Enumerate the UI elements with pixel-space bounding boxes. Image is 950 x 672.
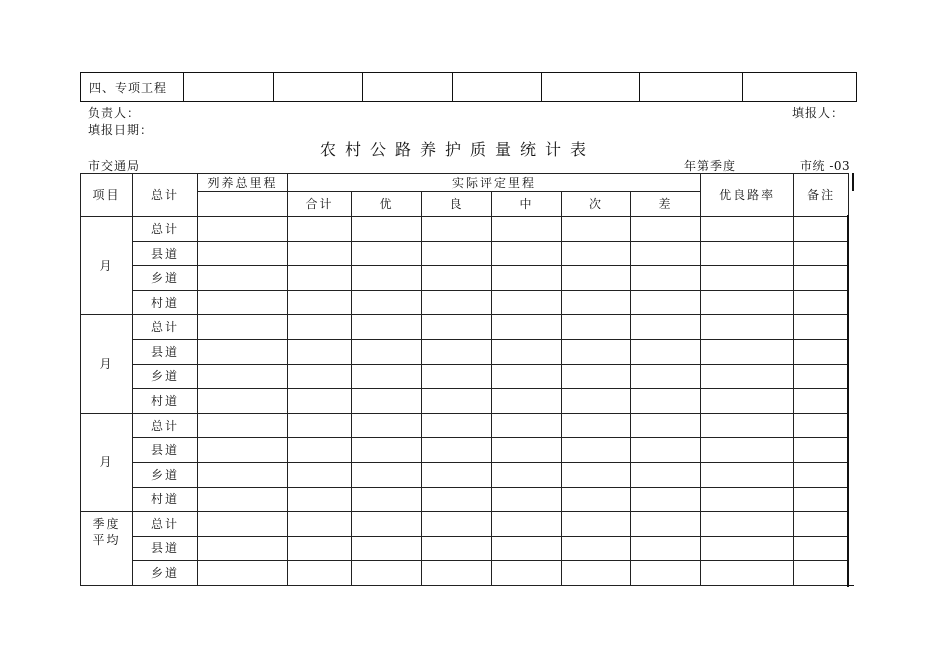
data-cell[interactable] [794, 217, 849, 242]
table-row [81, 241, 849, 266]
data-cell[interactable] [492, 413, 562, 438]
header-excellent: 优 [352, 192, 422, 217]
data-cell[interactable] [422, 315, 492, 340]
data-cell[interactable] [701, 241, 794, 266]
data-cell[interactable] [562, 487, 631, 512]
data-cell[interactable] [288, 266, 352, 291]
data-cell[interactable] [794, 438, 849, 463]
header-poor: 次 [562, 192, 631, 217]
period-group-label: 月 [81, 315, 133, 413]
data-cell[interactable] [288, 389, 352, 414]
data-cell[interactable] [352, 266, 422, 291]
road-type-label: 总计 [133, 217, 198, 242]
responsible-label: 负责人： [88, 106, 141, 120]
strip-cell [363, 73, 453, 102]
header-bad: 差 [631, 192, 701, 217]
data-cell[interactable] [288, 364, 352, 389]
header-item: 项目 [81, 174, 133, 217]
data-cell[interactable] [422, 217, 492, 242]
page-title: 农村公路养护质量统计表 [320, 140, 596, 159]
data-cell[interactable] [562, 462, 631, 487]
data-cell[interactable] [492, 315, 562, 340]
form-code: 市统 -03 [800, 159, 851, 173]
data-cell[interactable] [492, 512, 562, 537]
header-planned-blank [198, 192, 288, 217]
data-cell[interactable] [794, 561, 849, 586]
quality-stats-table [80, 173, 849, 586]
data-cell[interactable] [198, 266, 288, 291]
special-project-strip [80, 72, 857, 102]
data-cell[interactable] [422, 561, 492, 586]
data-cell[interactable] [198, 364, 288, 389]
table-row [81, 340, 849, 365]
data-cell[interactable] [701, 512, 794, 537]
table-row [81, 290, 849, 315]
data-cell[interactable] [631, 389, 701, 414]
data-cell[interactable] [562, 438, 631, 463]
data-cell[interactable] [562, 340, 631, 365]
data-cell[interactable] [701, 315, 794, 340]
road-type-label: 村道 [133, 487, 198, 512]
reporter-label: 填报人： [792, 106, 845, 120]
data-cell[interactable] [352, 512, 422, 537]
data-cell[interactable] [352, 536, 422, 561]
data-cell[interactable] [562, 217, 631, 242]
data-cell[interactable] [422, 290, 492, 315]
data-cell[interactable] [288, 512, 352, 537]
data-cell[interactable] [288, 462, 352, 487]
data-cell[interactable] [288, 438, 352, 463]
period-label: 年第季度 [684, 159, 737, 173]
data-cell[interactable] [701, 413, 794, 438]
data-cell[interactable] [631, 561, 701, 586]
data-cell[interactable] [631, 241, 701, 266]
table-row [81, 217, 849, 242]
data-cell[interactable] [352, 290, 422, 315]
road-type-label: 村道 [133, 389, 198, 414]
road-type-label: 乡道 [133, 462, 198, 487]
strip-cell [640, 73, 743, 102]
data-cell[interactable] [631, 266, 701, 291]
data-cell[interactable] [352, 413, 422, 438]
data-cell[interactable] [701, 389, 794, 414]
header-right-border [852, 173, 854, 191]
data-cell[interactable] [701, 340, 794, 365]
table-row [81, 512, 849, 537]
data-cell[interactable] [492, 290, 562, 315]
period-group-label: 月 [81, 413, 133, 511]
period-group-label: 月 [81, 217, 133, 315]
data-cell[interactable] [198, 389, 288, 414]
road-type-label: 县道 [133, 438, 198, 463]
data-cell[interactable] [631, 487, 701, 512]
header-fair: 中 [492, 192, 562, 217]
data-cell[interactable] [794, 462, 849, 487]
data-cell[interactable] [492, 536, 562, 561]
data-cell[interactable] [288, 217, 352, 242]
data-cell[interactable] [631, 315, 701, 340]
data-cell[interactable] [492, 462, 562, 487]
data-cell[interactable] [794, 241, 849, 266]
road-type-label: 总计 [133, 413, 198, 438]
table-row [81, 266, 849, 291]
data-cell[interactable] [794, 266, 849, 291]
data-cell[interactable] [631, 217, 701, 242]
data-cell[interactable] [288, 241, 352, 266]
table-row [81, 536, 849, 561]
header-actual-mileage: 实际评定里程 [288, 174, 701, 192]
data-cell[interactable] [562, 364, 631, 389]
data-cell[interactable] [562, 536, 631, 561]
data-cell[interactable] [198, 536, 288, 561]
data-cell[interactable] [631, 536, 701, 561]
data-cell[interactable] [701, 364, 794, 389]
data-cell[interactable] [631, 290, 701, 315]
data-cell[interactable] [198, 462, 288, 487]
strip-cell [743, 73, 857, 102]
data-cell[interactable] [492, 266, 562, 291]
data-cell[interactable] [492, 438, 562, 463]
data-cell[interactable] [198, 241, 288, 266]
data-cell[interactable] [562, 290, 631, 315]
data-cell[interactable] [288, 290, 352, 315]
road-type-label: 县道 [133, 340, 198, 365]
data-cell[interactable] [422, 536, 492, 561]
data-cell[interactable] [794, 364, 849, 389]
header-planned-mileage: 列养总里程 [198, 174, 288, 192]
data-cell[interactable] [492, 561, 562, 586]
data-cell[interactable] [701, 536, 794, 561]
data-cell[interactable] [794, 512, 849, 537]
data-cell[interactable] [701, 266, 794, 291]
data-cell[interactable] [701, 462, 794, 487]
data-cell[interactable] [701, 217, 794, 242]
data-cell[interactable] [198, 315, 288, 340]
data-cell[interactable] [701, 438, 794, 463]
data-cell[interactable] [422, 438, 492, 463]
table-row [81, 462, 849, 487]
data-cell[interactable] [562, 266, 631, 291]
table-right-border [847, 215, 849, 587]
header-total: 总计 [133, 174, 198, 217]
data-cell[interactable] [562, 413, 631, 438]
strip-cell [542, 73, 640, 102]
data-cell[interactable] [492, 241, 562, 266]
data-cell[interactable] [422, 389, 492, 414]
data-cell[interactable] [422, 266, 492, 291]
header-good: 良 [422, 192, 492, 217]
header-good-rate: 优良路率 [701, 174, 794, 217]
data-cell[interactable] [352, 389, 422, 414]
data-cell[interactable] [422, 462, 492, 487]
period-group-label: 季度 平均 [81, 512, 133, 586]
data-cell[interactable] [794, 536, 849, 561]
data-cell[interactable] [352, 364, 422, 389]
data-cell[interactable] [198, 487, 288, 512]
data-cell[interactable] [288, 536, 352, 561]
data-cell[interactable] [198, 290, 288, 315]
data-cell[interactable] [631, 413, 701, 438]
road-type-label: 县道 [133, 241, 198, 266]
data-cell[interactable] [794, 290, 849, 315]
header-remarks: 备注 [794, 174, 849, 217]
road-type-label: 乡道 [133, 561, 198, 586]
data-cell[interactable] [492, 364, 562, 389]
data-cell[interactable] [562, 561, 631, 586]
data-cell[interactable] [198, 340, 288, 365]
data-cell[interactable] [422, 487, 492, 512]
road-type-label: 乡道 [133, 364, 198, 389]
data-cell[interactable] [352, 340, 422, 365]
data-cell[interactable] [562, 389, 631, 414]
strip-cell [184, 73, 274, 102]
data-cell[interactable] [352, 241, 422, 266]
data-cell[interactable] [794, 413, 849, 438]
table-row [81, 413, 849, 438]
road-type-label: 总计 [133, 512, 198, 537]
data-cell[interactable] [288, 315, 352, 340]
road-type-label: 县道 [133, 536, 198, 561]
data-cell[interactable] [701, 487, 794, 512]
report-date-label: 填报日期： [88, 123, 154, 137]
data-cell[interactable] [631, 512, 701, 537]
road-type-label: 村道 [133, 290, 198, 315]
data-cell[interactable] [562, 315, 631, 340]
data-cell[interactable] [352, 561, 422, 586]
data-cell[interactable] [422, 413, 492, 438]
table-corner-tick [848, 585, 854, 586]
data-cell[interactable] [422, 512, 492, 537]
strip-cell [274, 73, 363, 102]
data-cell[interactable] [422, 364, 492, 389]
data-cell[interactable] [794, 487, 849, 512]
data-cell[interactable] [352, 487, 422, 512]
data-cell[interactable] [352, 217, 422, 242]
data-cell[interactable] [562, 241, 631, 266]
data-cell[interactable] [422, 241, 492, 266]
strip-cell [453, 73, 542, 102]
data-cell[interactable] [631, 438, 701, 463]
data-cell[interactable] [794, 389, 849, 414]
special-project-label: 四、专项工程 [81, 73, 184, 102]
data-cell[interactable] [352, 462, 422, 487]
data-cell[interactable] [288, 487, 352, 512]
data-cell[interactable] [631, 340, 701, 365]
data-cell[interactable] [198, 561, 288, 586]
data-cell[interactable] [198, 413, 288, 438]
data-cell[interactable] [492, 217, 562, 242]
data-cell[interactable] [701, 290, 794, 315]
data-cell[interactable] [198, 512, 288, 537]
data-cell[interactable] [352, 315, 422, 340]
data-cell[interactable] [288, 561, 352, 586]
table-row [81, 389, 849, 414]
data-cell[interactable] [492, 487, 562, 512]
data-cell[interactable] [422, 340, 492, 365]
data-cell[interactable] [631, 462, 701, 487]
data-cell[interactable] [198, 217, 288, 242]
table-row [81, 364, 849, 389]
data-cell[interactable] [794, 340, 849, 365]
data-cell[interactable] [794, 315, 849, 340]
data-cell[interactable] [198, 438, 288, 463]
data-cell[interactable] [288, 340, 352, 365]
road-type-label: 总计 [133, 315, 198, 340]
table-row [81, 315, 849, 340]
table-row [81, 438, 849, 463]
data-cell[interactable] [562, 512, 631, 537]
data-cell[interactable] [352, 438, 422, 463]
data-cell[interactable] [492, 340, 562, 365]
data-cell[interactable] [288, 413, 352, 438]
table-row [81, 487, 849, 512]
road-type-label: 乡道 [133, 266, 198, 291]
data-cell[interactable] [492, 389, 562, 414]
org-label: 市交通局 [88, 159, 141, 173]
data-cell[interactable] [701, 561, 794, 586]
table-row [81, 561, 849, 586]
header-sum: 合计 [288, 192, 352, 217]
data-cell[interactable] [631, 364, 701, 389]
